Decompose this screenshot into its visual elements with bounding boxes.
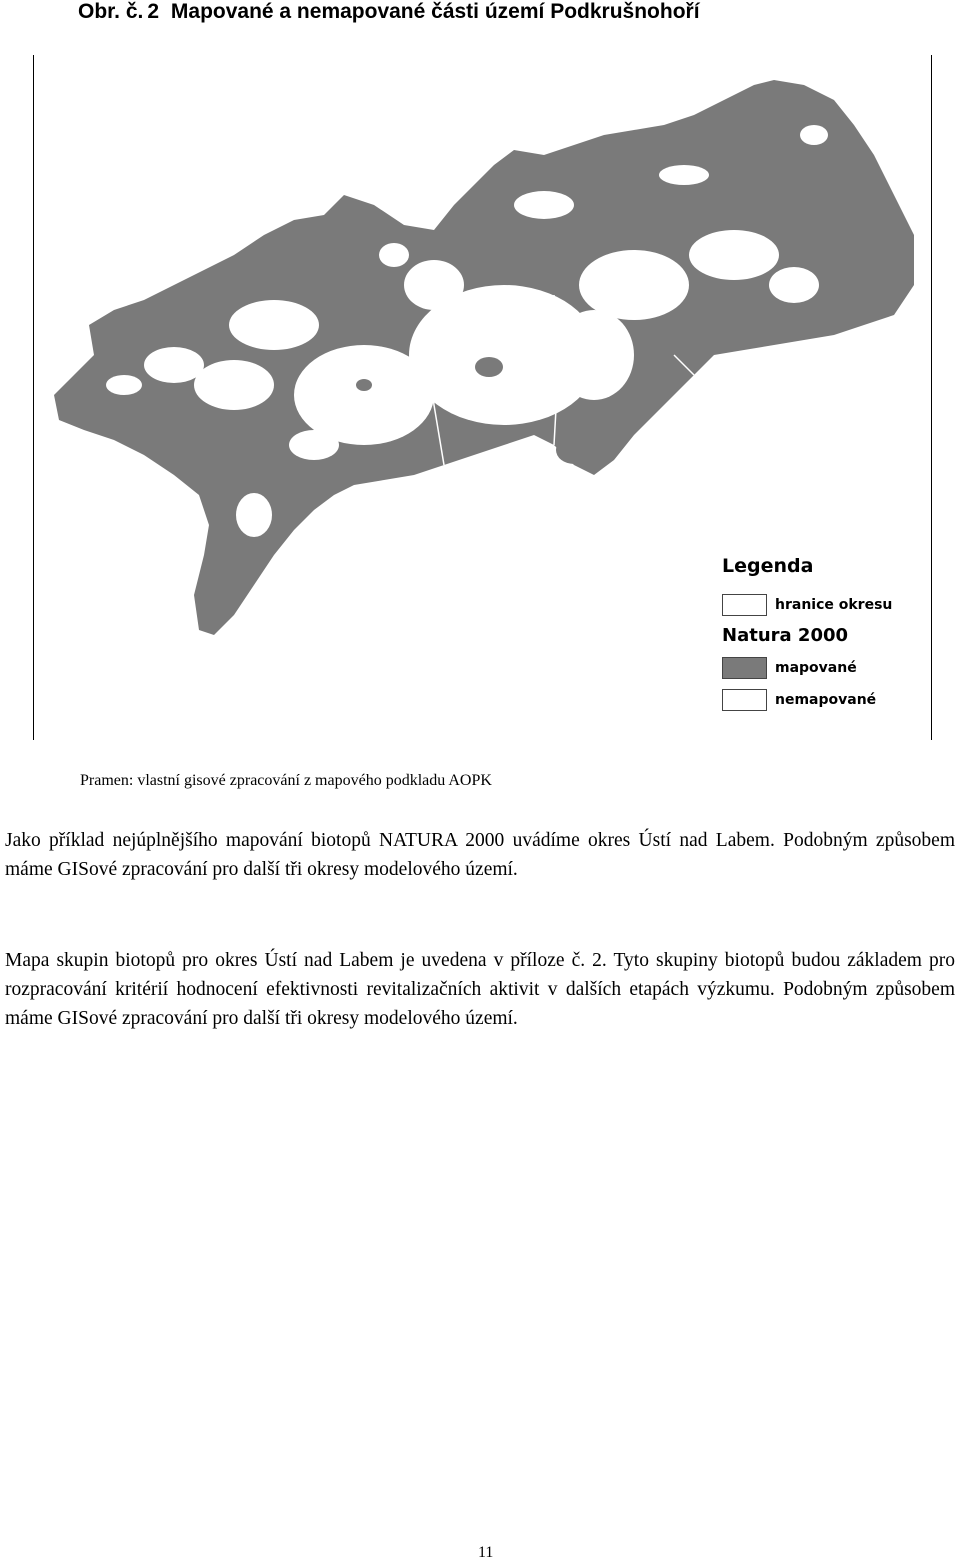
page-number: 11: [478, 1544, 494, 1561]
figure-source: Pramen: vlastní gisové zpracování z mapového podkladu AOPK: [80, 772, 492, 789]
legend-label-unmapped: nemapované: [775, 692, 877, 708]
legend-label-border: hranice okresu: [775, 597, 893, 613]
legend-swatch-border: [722, 594, 767, 616]
legend-title: Legenda: [722, 555, 814, 577]
legend-section: Natura 2000: [722, 625, 849, 646]
legend-swatch-unmapped: [722, 689, 767, 711]
legend-swatch-mapped: [722, 657, 767, 679]
legend-row-border: [722, 589, 922, 621]
map-figure: [33, 55, 932, 740]
map-legend: [722, 555, 922, 716]
caption-prefix: Obr. č.: [78, 0, 144, 23]
caption-number: 2: [147, 0, 160, 23]
paragraph: Jako příklad nejúplnějšího mapování biotopů NATURA 2000 uvádíme okres Ústí nad Labem. Podobným způsobem máme GISové zpracování pro další tři okresy modelového území.: [5, 830, 955, 880]
legend-row-unmapped: [722, 684, 922, 716]
figure-caption: [78, 0, 700, 24]
legend-row-mapped: [722, 652, 922, 684]
paragraph: Mapa skupin biotopů pro okres Ústí nad Labem je uvedena v příloze č. 2. Tyto skupiny biotopů budou základem pro rozpracování kritérií hodnocení efektivnosti revitalizačních aktivit v dalších etapách výzkumu. Podobným způsobem máme GISové zpracování pro další tři okresy modelového území.: [5, 950, 955, 1029]
caption-title-text: Mapované a nemapované části území Podkrušnohoří: [170, 0, 700, 23]
legend-label-mapped: mapované: [775, 660, 857, 676]
